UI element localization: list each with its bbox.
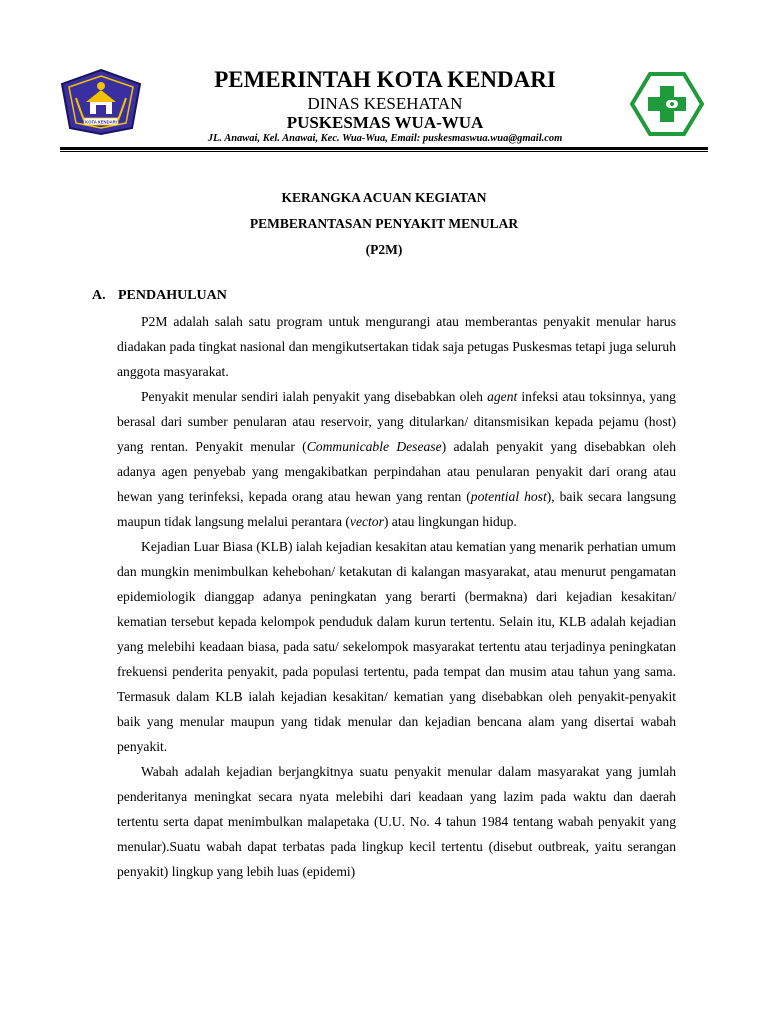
letterhead-rule-thin — [60, 151, 708, 152]
letterhead-line3: PUSKESMAS WUA-WUA — [286, 113, 484, 132]
section-title: PENDAHULUAN — [118, 288, 227, 303]
p2-italic-potential-host: potential host — [470, 489, 547, 504]
letterhead-line1: PEMERINTAH KOTA KENDARI — [214, 67, 556, 92]
document-body — [92, 283, 676, 884]
p2-italic-agent: agent — [487, 389, 518, 404]
letterhead — [0, 0, 768, 160]
p2-text-g: ), baik secara langsung maupun tidak langsung melalui perantara ( — [117, 489, 677, 529]
letterhead-rule-thick — [60, 147, 708, 150]
paragraph-3: Kejadian Luar Biasa (KLB) ialah kejadian kesakitan atau kematian yang menarik perhatian umum dan mungkin menimbulkan kehebohan/ ketakutan di kalangan masyarakat, atau menurut pengamatan epidemiologik dianggap adanya peningkatan yang berarti (bermakna) dari kejadian kesakitan/ kematian tersebut kepada kelompok penduduk dalam kurun tertentu. Selain itu, KLB adalah kejadian yang melebihi keadaan biasa, pada satu/ sekelompok masyarakat tertentu atau terjadinya peningkatan frekuensi penderita penyakit, pada populasi tertentu, pada tempat dan musim atau tahun yang sama. Termasuk dalam KLB ialah kejadian kesakitan/ kematian yang disebabkan oleh penyakit-penyakit baik yang menular maupun yang tidak menular dan kejadian bencana alam yang disertai wabah penyakit. — [117, 539, 676, 754]
paragraph-1: P2M adalah salah satu program untuk mengurangi atau memberantas penyakit menular harus diadakan pada tingkat nasional dan mengikutsertakan tidak saja petugas Puskesmas tetapi juga seluruh anggota masyarakat. — [117, 314, 676, 379]
section-heading — [92, 283, 676, 309]
p2-text-a: Penyakit menular sendiri ialah penyakit yang disebabkan oleh — [141, 389, 488, 404]
p2-text-c: infeksi atau toksinnya, yang berasal dari sumber penularan atau reservoir, yang ditularkan/ ditansmisikan kepada pejamu (host) yang rentan. Penyakit menular ( — [117, 389, 676, 454]
title-line2: PEMBERANTASAN PENYAKIT MENULAR — [249, 216, 519, 231]
title-line1: KERANGKA ACUAN KEGIATAN — [281, 190, 487, 205]
p2-italic-communicable: Communicable Desease — [306, 439, 442, 454]
section-number: A. — [92, 288, 106, 303]
document-title-block — [0, 185, 768, 263]
paragraph-4: Wabah adalah kejadian berjangkitnya suatu penyakit menular dalam masyarakat yang jumlah penderitanya meningkat secara nyata melebihi dari keadaan yang lazim pada waktu dan daerah tertentu serta dapat menimbulkan malapetaka (U.U. No. 4 tahun 1984 tentang wabah penyakit yang menular).Suatu wabah dapat terbatas pada lingkup kecil tertentu (disebut outbreak, yaitu serangan penyakit) lingkup yang lebih luas (epidemi) — [117, 764, 676, 879]
puskesmas-cross-icon — [630, 72, 704, 136]
title-line3: (P2M) — [365, 242, 403, 257]
paragraph-2 — [117, 384, 676, 534]
kota-kendari-seal-icon — [60, 68, 142, 136]
seal-ribbon-text: KOTA KENDARI — [85, 119, 117, 125]
letterhead-line2: DINAS KESEHATAN — [307, 94, 463, 113]
p2-italic-vector: vector — [349, 514, 384, 529]
letterhead-address: JL. Anawai, Kel. Anawai, Kec. Wua-Wua, Email: puskesmaswua.wua@gmail.com — [207, 133, 563, 144]
p2-text-e: ) adalah penyakit yang disebabkan oleh adanya agen penyebab yang mengakibatkan perpindahan atau penularan penyakit dari orang atau hewan yang terinfeksi, kepada orang atau hewan yang rentan ( — [117, 439, 676, 504]
p2-text-i: ) atau lingkungan hidup. — [383, 514, 517, 529]
